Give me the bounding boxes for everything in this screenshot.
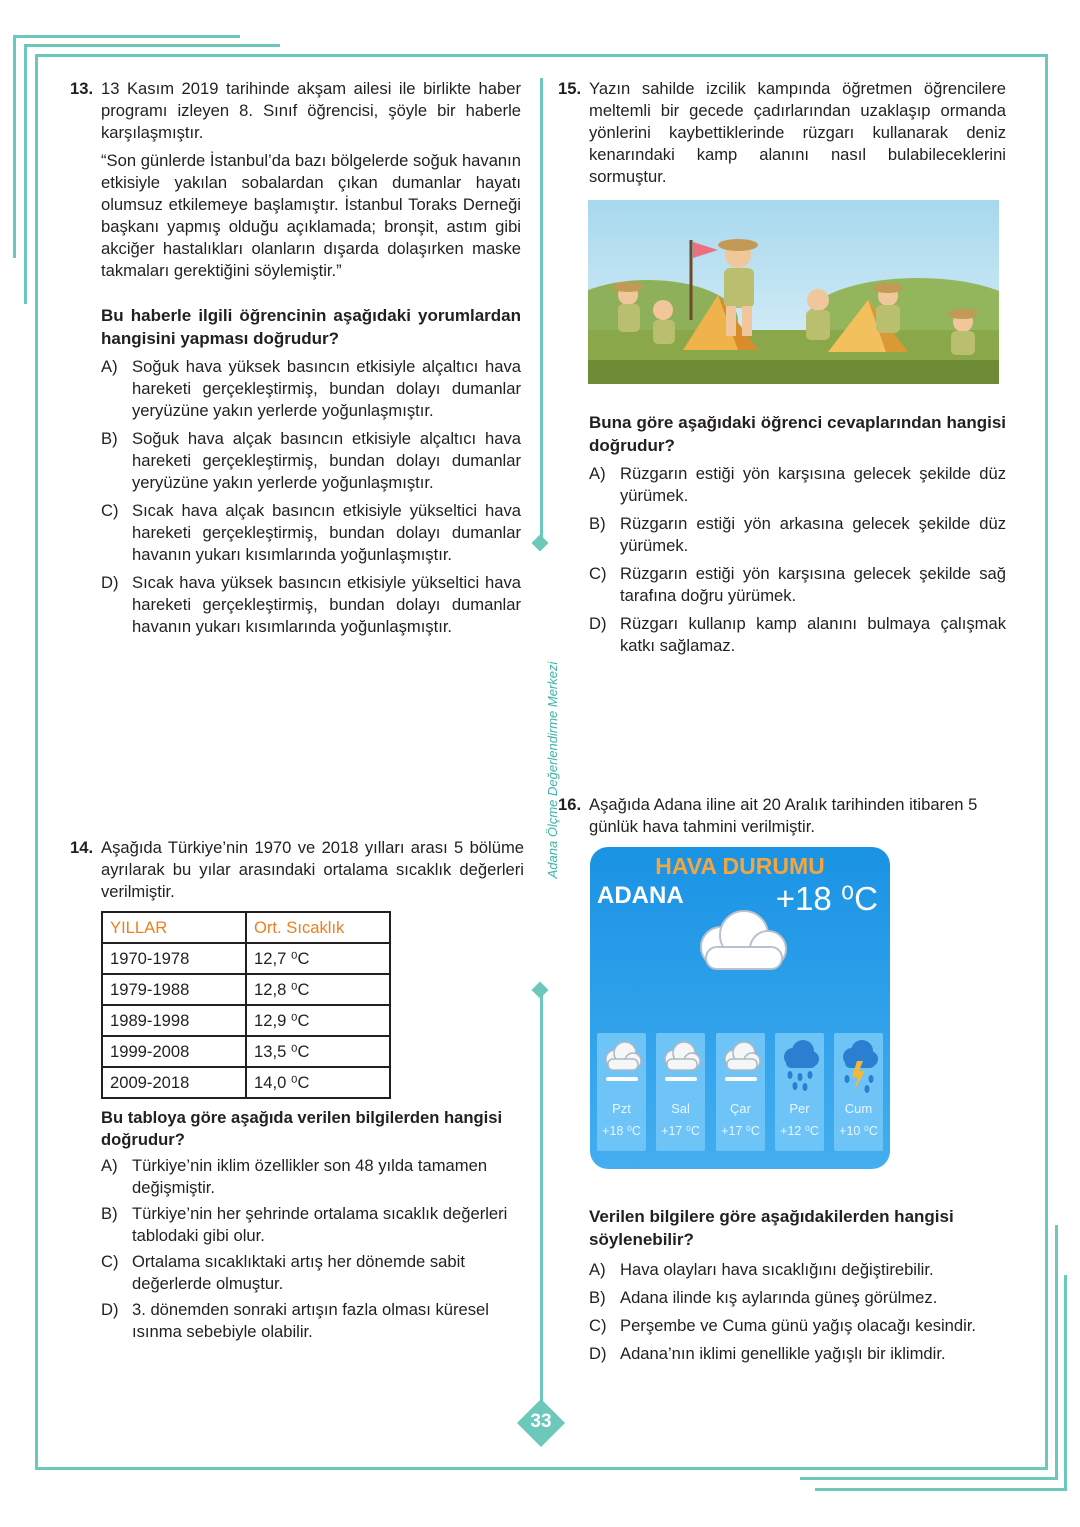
- option-a[interactable]: [589, 463, 1006, 507]
- frame-line: [13, 35, 16, 258]
- question-15: [558, 78, 1006, 188]
- frame-line: [24, 44, 280, 47]
- option-letter: D): [101, 573, 119, 592]
- option-letter: B): [589, 514, 606, 533]
- option-text: Adana’nın iklimi genellikle yağışlı bir iklimdir.: [620, 1344, 946, 1363]
- table-row: [102, 943, 390, 974]
- option-d[interactable]: [101, 1299, 524, 1343]
- storm-icon: [837, 1039, 881, 1095]
- divider-diamond: [532, 535, 549, 552]
- option-a[interactable]: [101, 356, 521, 422]
- day-temp: +12 ⁰C: [780, 1124, 819, 1138]
- weather-temp: +18 ⁰C: [775, 880, 878, 917]
- option-text: Hava olayları hava sıcaklığını değiştirebilir.: [620, 1260, 934, 1279]
- option-b[interactable]: [589, 513, 1006, 557]
- option-a[interactable]: [101, 1155, 524, 1199]
- forecast-day-fri: [834, 1033, 883, 1151]
- option-text: Sıcak hava alçak basıncın etkisiyle yükseltici hava hareketi gerçekleştirmiş, bundan dolayı dumanlar havanın yukarı kısımlarında yoğunlaşmıştır.: [132, 501, 521, 564]
- table-row: [102, 974, 390, 1005]
- question-15-stem: [558, 411, 1006, 657]
- frame-line: [35, 54, 38, 1470]
- day-temp: +17 ⁰C: [721, 1124, 760, 1138]
- option-text: 3. dönemden sonraki artışın fazla olması küresel ısınma sebebiyle olabilir.: [132, 1300, 489, 1341]
- day-name: Sal: [671, 1101, 690, 1116]
- frame-line: [1045, 54, 1048, 1470]
- question-stem: Buna göre aşağıdaki öğrenci cevaplarından hangisi doğrudur?: [589, 413, 1006, 455]
- table-cell: 1989-1998: [102, 1005, 246, 1036]
- question-16: [558, 794, 1006, 838]
- cloud-icon: [659, 1039, 703, 1085]
- table-row: [102, 1005, 390, 1036]
- option-d[interactable]: [589, 613, 1006, 657]
- option-text: Perşembe ve Cuma günü yağış olacağı kesindir.: [620, 1316, 977, 1335]
- table-header-row: [102, 912, 390, 943]
- question-intro: Yazın sahilde izcilik kampında öğretmen öğrencilere meltemli bir gecede çadırlarından uzaklaşıp ormanda yönlerini kaybettiklerinde rüzgarı kullanarak deniz kenarındaki kamp alanını nasıl bulabileceklerini sormuştur.: [589, 79, 1006, 186]
- day-name: Pzt: [612, 1101, 631, 1116]
- option-text: Sıcak hava yüksek basıncın etkisiyle yükseltici hava hareketi gerçekleştirmiş, bundan dolayı dumanlar havanın yukarı kısımlarında yoğunlaşmıştır.: [132, 573, 521, 636]
- option-letter: A): [101, 357, 118, 376]
- day-name: Çar: [730, 1101, 751, 1116]
- option-d[interactable]: [589, 1343, 1018, 1365]
- option-c[interactable]: [589, 1315, 1018, 1337]
- forecast-day-thu: [775, 1033, 824, 1151]
- option-c[interactable]: [101, 1251, 524, 1295]
- option-text: Türkiye’nin iklim özellikler son 48 yılda tamamen değişmiştir.: [132, 1156, 488, 1197]
- forecast-day-wed: [716, 1033, 765, 1151]
- option-c[interactable]: [101, 500, 521, 566]
- frame-line: [24, 44, 27, 304]
- news-quote: “Son günlerde İstanbul’da bazı bölgelerde soğuk havanın etkisiyle yakılan sobalardan çıkan dumanlar hayatı olumsuz etkilemeye başlamıştır. İstanbul Toraks Derneği başkanı yapmış olduğu açıklamada; bronşit, astım gibi akciğer hastalıkları olanların dışarda dolaşırken maske takmaları gerektiğini söylemiştir.”: [101, 151, 521, 280]
- option-d[interactable]: [101, 572, 521, 638]
- cloud-icon: [600, 1039, 644, 1085]
- table-cell: 13,5 ⁰C: [246, 1036, 390, 1067]
- day-name: Cum: [844, 1101, 873, 1116]
- day-name: Per: [789, 1101, 810, 1116]
- rain-icon: [778, 1039, 822, 1095]
- option-letter: D): [101, 1300, 119, 1319]
- option-b[interactable]: [589, 1287, 1018, 1309]
- cloud-icon: [686, 905, 796, 977]
- option-text: Soğuk hava alçak basıncın etkisiyle alçaltıcı hava hareketi gerçekleştirmiş, bundan dolayı dumanlar yeryüzüne yakın yerlerde yoğunlaşmıştır.: [132, 429, 521, 492]
- forecast-day-mon: [597, 1033, 646, 1151]
- question-intro: Aşağıda Adana iline ait 20 Aralık tarihinden itibaren 5 günlük hava tahmini verilmiştir.: [589, 795, 978, 836]
- question-intro: 13 Kasım 2019 tarihinde akşam ailesi ile birlikte haber programı izleyen 8. Sınıf öğrencisi, şöyle bir haberle karşılaşmıştır.: [101, 79, 521, 142]
- option-letter: C): [589, 1316, 607, 1335]
- question-14: [70, 837, 524, 1343]
- option-letter: C): [101, 501, 119, 520]
- question-intro: Aşağıda Türkiye’nin 1970 ve 2018 yılları arası 5 bölüme ayrılarak bu yılar arasındaki ortalama sıcaklık değerleri verilmiştir.: [101, 838, 524, 901]
- option-text: Rüzgarı kullanıp kamp alanını bulmaya çalışmak katkı sağlamaz.: [620, 614, 1006, 655]
- question-16-stem: [558, 1205, 1018, 1365]
- question-stem: Bu haberle ilgili öğrencinin aşağıdaki yorumlardan hangisini yapması doğrudur?: [101, 306, 521, 348]
- frame-line: [1055, 1225, 1058, 1480]
- table-cell: 2009-2018: [102, 1067, 246, 1098]
- option-letter: D): [589, 1344, 607, 1363]
- option-letter: A): [589, 464, 606, 483]
- weather-title: HAVA DURUMU: [655, 853, 825, 879]
- frame-line: [35, 54, 1048, 57]
- day-temp: +17 ⁰C: [661, 1124, 700, 1138]
- option-letter: C): [589, 564, 607, 583]
- day-temp: +10 ⁰C: [839, 1124, 878, 1138]
- question-number: 14.: [70, 838, 94, 857]
- table-cell: 12,9 ⁰C: [246, 1005, 390, 1036]
- page-number: 33: [530, 1411, 552, 1432]
- option-text: Soğuk hava yüksek basıncın etkisiyle alçaltıcı hava hareketi gerçekleştirmiş, bundan dolayı dumanlar yeryüzüne yakın yerlerde yoğunlaşmıştır.: [132, 357, 521, 420]
- column-divider: [540, 78, 543, 542]
- frame-line: [815, 1488, 1067, 1491]
- frame-line: [800, 1477, 1058, 1480]
- forecast-day-tue: [656, 1033, 705, 1151]
- table-row: [102, 1067, 390, 1098]
- frame-line: [1064, 1275, 1067, 1491]
- table-row: [102, 1036, 390, 1067]
- day-temp: +18 ⁰C: [602, 1124, 641, 1138]
- question-number: 16.: [558, 795, 582, 814]
- camp-illustration: [588, 200, 999, 384]
- table-cell: 12,8 ⁰C: [246, 974, 390, 1005]
- option-letter: A): [101, 1156, 118, 1175]
- column-divider: [540, 992, 543, 1412]
- option-letter: B): [101, 1204, 118, 1223]
- option-letter: D): [589, 614, 607, 633]
- option-letter: B): [589, 1288, 606, 1307]
- table-header: YILLAR: [102, 912, 246, 943]
- option-text: Adana ilinde kış aylarında güneş görülmez.: [620, 1288, 938, 1307]
- question-stem: Bu tabloya göre aşağıda verilen bilgilerden hangisi doğrudur?: [101, 1108, 503, 1149]
- option-b[interactable]: [101, 428, 521, 494]
- table-cell: 1979-1988: [102, 974, 246, 1005]
- option-text: Ortalama sıcaklıktaki artış her dönemde sabit değerlerde olmuştur.: [132, 1252, 465, 1293]
- table-cell: 14,0 ⁰C: [246, 1067, 390, 1098]
- option-letter: B): [101, 429, 118, 448]
- weather-city: ADANA: [597, 882, 684, 909]
- frame-line: [13, 35, 240, 38]
- cloud-icon: [719, 1039, 763, 1085]
- temperature-table: [101, 911, 391, 1099]
- option-letter: A): [589, 1260, 606, 1279]
- table-header: Ort. Sıcaklık: [246, 912, 390, 943]
- table-cell: 12,7 ⁰C: [246, 943, 390, 974]
- frame-line: [35, 1467, 1048, 1470]
- question-stem: Verilen bilgilere göre aşağıdakilerden hangisi söylenebilir?: [589, 1207, 954, 1249]
- option-c[interactable]: [589, 563, 1006, 607]
- question-13: [70, 78, 521, 638]
- option-letter: C): [101, 1252, 119, 1271]
- table-cell: 1970-1978: [102, 943, 246, 974]
- option-text: Rüzgarın estiği yön arkasına gelecek şekilde düz yürümek.: [620, 514, 1006, 555]
- option-text: Rüzgarın estiği yön karşısına gelecek şekilde sağ tarafına doğru yürümek.: [620, 564, 1006, 605]
- option-text: Türkiye’nin her şehrinde ortalama sıcaklık değerleri tablodaki gibi olur.: [132, 1204, 508, 1245]
- option-a[interactable]: [589, 1259, 1018, 1281]
- question-number: 13.: [70, 79, 94, 98]
- weather-widget: [590, 847, 890, 1169]
- side-text: Adana Ölçme Değerlendirme Merkezi: [545, 661, 560, 879]
- table-cell: 1999-2008: [102, 1036, 246, 1067]
- option-text: Rüzgarın estiği yön karşısına gelecek şekilde düz yürümek.: [620, 464, 1006, 505]
- option-b[interactable]: [101, 1203, 524, 1247]
- question-number: 15.: [558, 79, 582, 98]
